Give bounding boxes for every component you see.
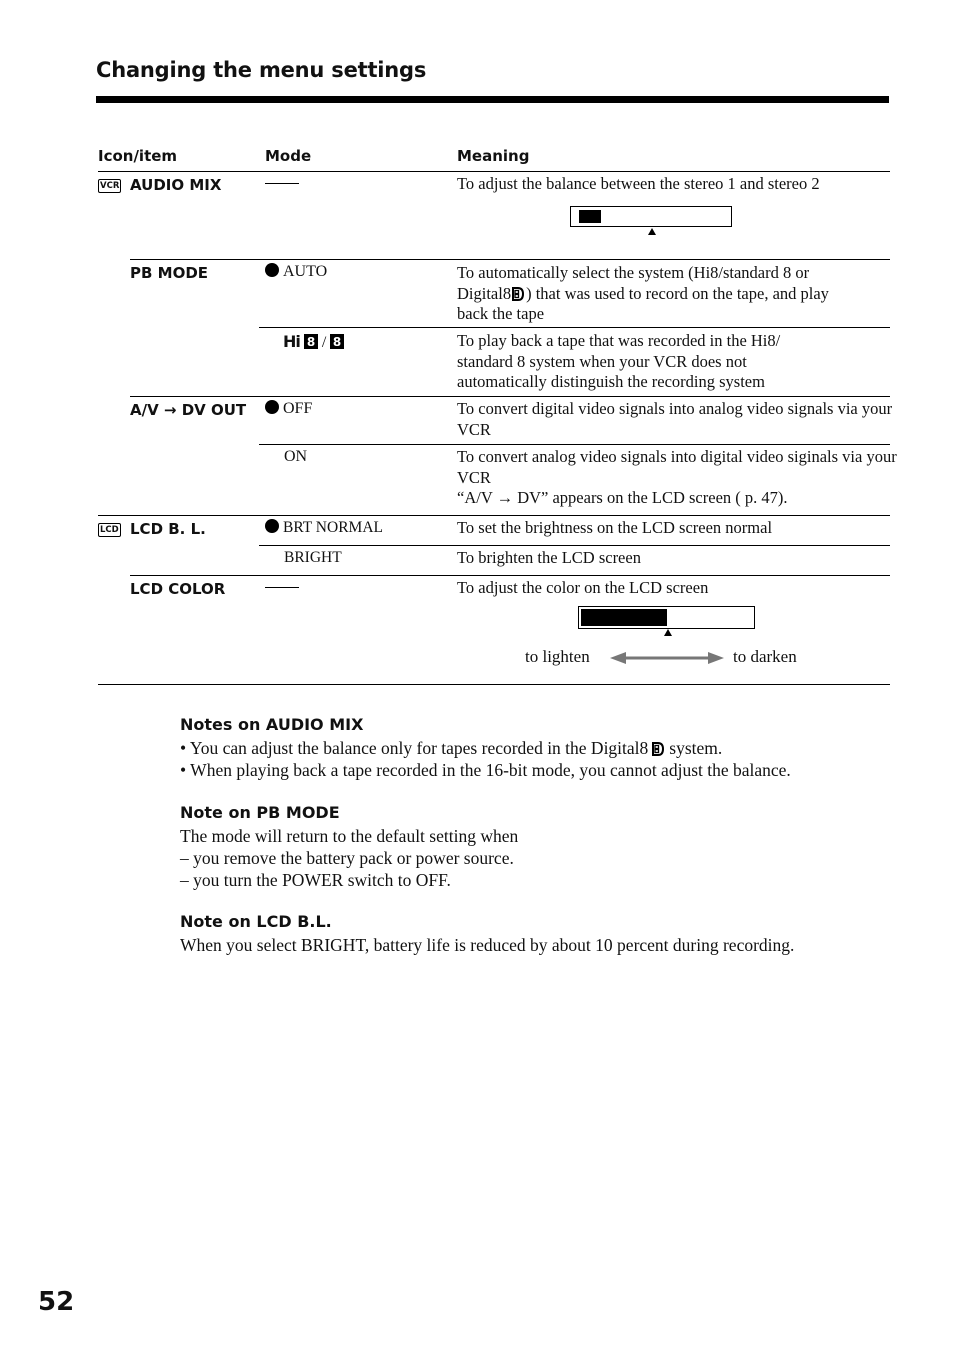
header-icon-item: Icon/item [98,147,178,165]
meaning-av-on: To convert analog video signals into digital video siginals via your VCR “A/V → DV” appears on the LCD screen ( p. 47). [457,447,897,507]
mode-off: OFF [265,400,312,418]
page-title: Changing the menu settings [96,58,427,82]
double-arrow-icon [610,649,724,667]
notes-audio-mix-heading: Notes on AUDIO MIX [180,715,364,734]
digital8-icon [511,287,526,301]
mode-bright: BRIGHT [284,549,342,566]
notes-lcd-bl-body: When you select BRIGHT, battery life is reduced by about 10 percent during recording. [180,935,795,955]
header-rule [98,171,890,172]
standard8-icon [330,334,344,349]
row-rule [130,259,890,260]
audio-mix-gauge [570,206,732,227]
meaning-audio-mix: To adjust the balance between the stereo 1 and stereo 2 [457,174,820,193]
mode-none-dash [265,183,299,184]
item-lcd-color: LCD COLOR [130,580,226,598]
notes-pb-mode-heading: Note on PB MODE [180,803,340,822]
item-pb-mode: PB MODE [130,264,209,282]
vcr-icon: VCR [100,181,120,191]
meaning-lcd-normal: To set the brightness on the LCD screen normal [457,518,773,537]
row-rule [259,327,890,328]
mode-none-dash [265,587,299,588]
meaning-av-off: To convert digital video signals into analog video signals via your VCR [457,399,893,439]
mode-on: ON [284,448,308,465]
meaning-pb-hi8: To play back a tape that was recorded in the Hi8/ standard 8 system when your VCR does not automatically distinguish the recording system [457,331,781,391]
notes-pb-mode-body: The mode will return to the default setting when – you remove the battery pack or power source. – you turn the POWER switch to OFF. [180,826,519,890]
notes-audio-mix-body: • You can adjust the balance only for tapes recorded in the Digital8 system. • When playing back a tape recorded in the 16-bit mode, you cannot adjust the balance. [180,738,791,780]
meaning-lcd-color: To adjust the color on the LCD screen [457,578,709,597]
row-rule [259,545,890,546]
row-rule [130,575,890,576]
item-audio-mix: AUDIO MIX [130,176,222,194]
lcd-icon: LCD [100,525,119,535]
meaning-lcd-bright: To brighten the LCD screen [457,548,641,567]
digital8-icon [651,742,666,756]
notes-lcd-bl-heading: Note on LCD B.L. [180,912,332,931]
label-to-darken: to darken [733,647,797,666]
label-to-lighten: to lighten [525,647,590,666]
table-bottom-rule [98,684,890,685]
audio-mix-marker-icon [648,228,656,235]
mode-hi8-8: Hi 8 / 8 [283,332,344,352]
meaning-pb-auto: To automatically select the system (Hi8/standard 8 or Digital8 ) that was used to record on the tape, and play back the tape [457,263,829,323]
default-dot-icon [265,263,279,277]
mode-auto: AUTO [265,263,327,281]
header-meaning: Meaning [457,147,530,165]
page-number: 52 [38,1287,75,1317]
lcd-color-marker-icon [664,629,672,636]
mode-brt-normal: BRT NORMAL [265,519,383,537]
header-mode: Mode [265,147,312,165]
item-av-dv-out: A/V → DV OUT [130,401,247,419]
audio-mix-gauge-fill [579,210,601,223]
row-rule [98,515,890,516]
lcd-color-gauge [578,606,755,629]
hi8-icon [304,334,318,349]
svg-text:8: 8 [306,335,316,349]
lcd-color-gauge-fill [581,609,667,626]
default-dot-icon [265,400,279,414]
svg-text:8: 8 [333,335,342,349]
title-rule [96,96,889,103]
default-dot-icon [265,519,279,533]
item-lcd-bl: LCD B. L. [130,520,206,538]
row-rule [130,396,890,397]
row-rule [259,444,890,445]
